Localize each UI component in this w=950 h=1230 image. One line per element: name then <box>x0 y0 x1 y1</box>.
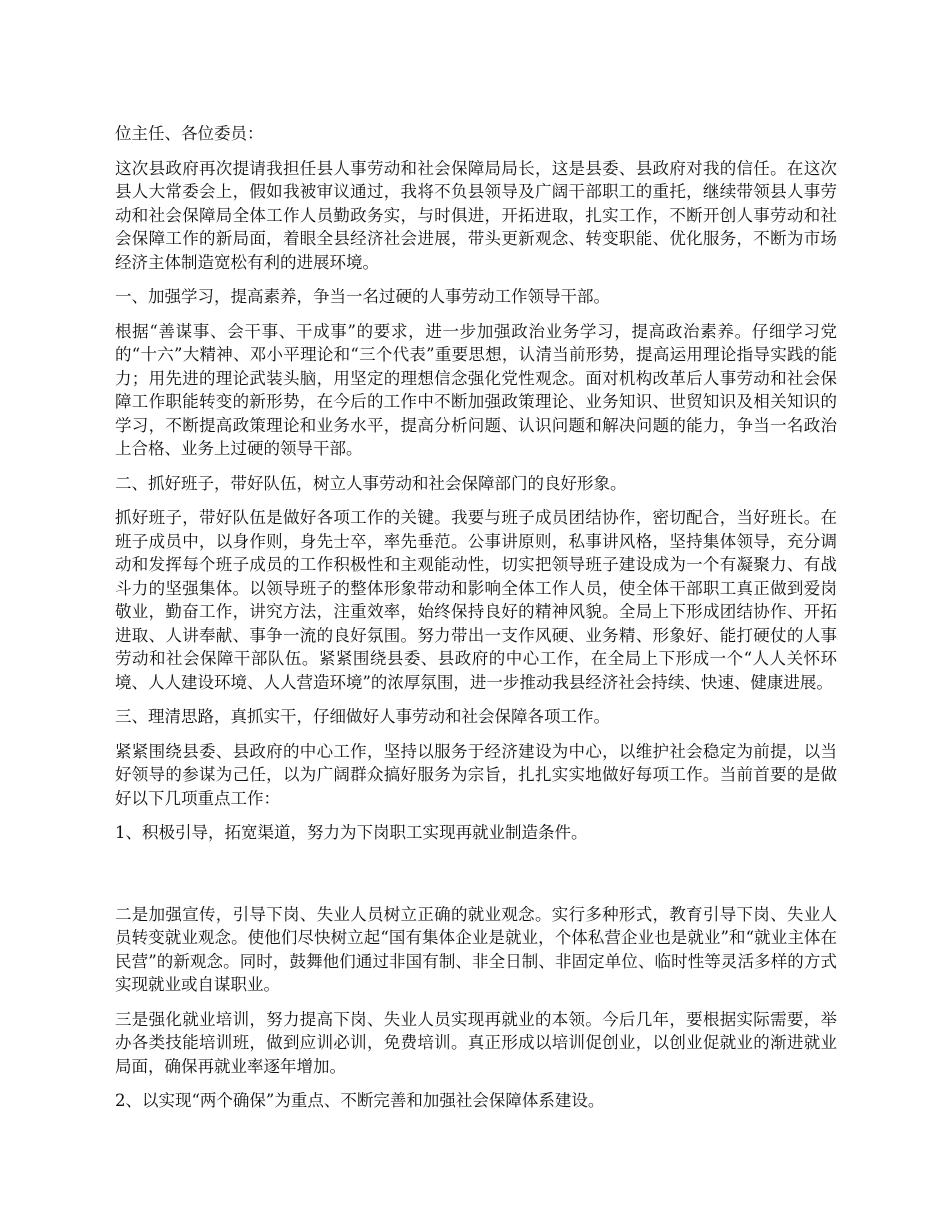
heading-section-2: 二、抓好班子，带好队伍，树立人事劳动和社会保障部门的良好形象。 <box>115 473 627 493</box>
paragraph-item-1-point-2: 二是加强宣传，引导下岗、失业人员树立正确的就业观念。实行多种形式，教育引导下岗、失业人员转变就业观念。使他们尽快树立起“国有集体企业是就业，个体私营企业也是就业”和“就业主体在民营”的新观念。同时，鼓舞他们通过非国有制、非全日制、非固定单位、临时性等灵活多样的方式实现就业或自谋职业。 <box>115 904 837 994</box>
blank-gap <box>115 856 837 903</box>
subheading-item-2: 2、以实现“两个确保”为重点、不断完善和加强社会保障体系建设。 <box>115 1091 605 1110</box>
greeting: 位主任、各位委员： <box>115 124 264 143</box>
paragraph-section-1: 根据“善谋事、会干事、干成事”的要求，进一步加强政治业务学习，提高政治素养。仔细学习党的“十六”大精神、邓小平理论和“三个代表”重要思想，认清当前形势，提高运用理论指导实践的能力；用先进的理论武装头脑，用坚定的理想信念强化党性观念。面对机构改革后人事劳动和社会保障工作职能转变的新形势，在今后的工作中不断加强政策理论、业务知识、世贸知识及相关知识的学习，不断提高政策理论和业务水平，提高分析问题、认识问题和解决问题的能力，争当一名政治上合格、业务上过硬的领导干部。 <box>115 321 837 458</box>
heading-section-1: 一、加强学习，提高素养，争当一名过硬的人事劳动工作领导干部。 <box>115 287 610 306</box>
paragraph-section-3: 紧紧围绕县委、县政府的中心工作，坚持以服务于经济建设为中心，以维护社会稳定为前提，以当好领导的参谋为己任，以为广阔群众搞好服务为宗旨，扎扎实实地做好每项工作。当前首要的是做好以下几项重点工作： <box>115 741 837 808</box>
paragraph-intro: 这次县政府再次提请我担任县人事劳动和社会保障局局长，这是县委、县政府对我的信任。在这次县人大常委会上，假如我被审议通过，我将不负县领导及广阔干部职工的重托，继续带领县人事劳动和社会保障局全体工作人员勤政务实，与时俱进，开拓进取，扎实工作，不断开创人事劳动和社会保障工作的新局面，着眼全县经济社会进展，带头更新观念、转变职能、优化服务，不断为市场经济主体制造宽松有利的进展环境。 <box>115 158 837 272</box>
document-body <box>115 122 837 1124</box>
paragraph-item-1-point-3: 三是强化就业培训，努力提高下岗、失业人员实现再就业的本领。今后几年，要根据实际需要，举办各类技能培训班，做到应训必训，免费培训。真正形成以培训促创业，以创业促就业的渐进就业局面，确保再就业率逐年增加。 <box>115 1009 837 1076</box>
subheading-item-1: 1、积极引导，拓宽渠道，努力为下岗职工实现再就业制造条件。 <box>115 823 588 842</box>
heading-section-3: 三、理清思路，真抓实干，仔细做好人事劳动和社会保障各项工作。 <box>115 707 610 726</box>
paragraph-section-2: 抓好班子，带好队伍是做好各项工作的关键。我要与班子成员团结协作，密切配合，当好班长。在班子成员中，以身作则，身先士卒，率先垂范。公事讲原则，私事讲风格，坚持集体领导，充分调动和发挥每个班子成员的工作积极性和主观能动性，切实把领导班子建设成为一个有凝聚力、有战斗力的坚强集体。以领导班子的整体形象带动和影响全体工作人员，使全体干部职工真正做到爱岗敬业，勤奋工作，讲究方法，注重效率，始终保持良好的精神风貌。全局上下形成团结协作、开拓进取、人讲奉献、事争一流的良好氛围。努力带出一支作风硬、业务精、形象好、能打硬仗的人事劳动和社会保障干部队伍。紧紧围绕县委、县政府的中心工作，在全局上下形成一个“人人关怀环境、人人建设环境、人人营造环境”的浓厚氛围，进一步推动我县经济社会持续、快速、健康进展。 <box>115 508 837 692</box>
